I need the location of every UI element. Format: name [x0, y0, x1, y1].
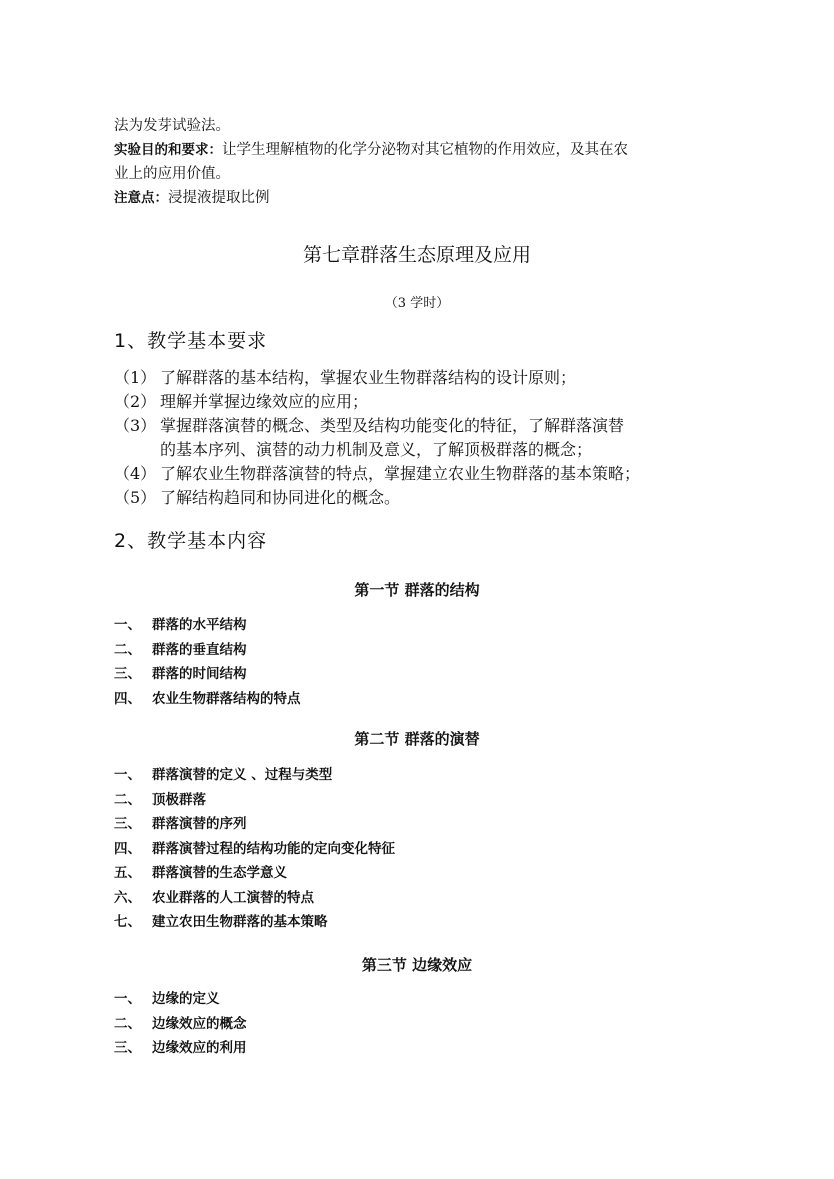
list-item: [114, 812, 395, 837]
item-text: 群落演替的生态学意义: [152, 865, 287, 881]
requirement-item: [114, 366, 734, 390]
chapter-hours: （3 学时）: [384, 296, 450, 311]
item-number: 四、: [114, 840, 141, 857]
section-title-1: 第一节 群落的结构: [354, 581, 480, 599]
item-text: 建立农田生物群落的基本策略: [152, 914, 328, 930]
requirement-text: 了解农业生物群落演替的特点，掌握建立农业生物群落的基本策略；: [160, 464, 641, 483]
item-number: 三、: [114, 1040, 141, 1056]
requirement-item: [114, 462, 734, 486]
item-text: 群落的垂直结构: [152, 641, 247, 658]
item-number: 一、: [114, 991, 141, 1007]
list-item: [114, 662, 301, 687]
heading-content: 2、教学基本内容: [114, 530, 268, 552]
list-item: [114, 788, 395, 813]
requirement-number: （5）: [114, 488, 157, 507]
item-number: 三、: [114, 666, 141, 682]
section-title-2: 第二节 群落的演替: [354, 730, 480, 748]
item-number: 三、: [114, 816, 141, 832]
item-number: 五、: [114, 865, 141, 881]
requirement-text: 了解群落的基本结构，掌握农业生物群落结构的设计原则；: [160, 368, 577, 387]
item-text: 农业群落的人工演替的特点: [152, 889, 314, 906]
requirement-number: （3）: [114, 416, 157, 435]
requirement-number: （1）: [114, 368, 157, 387]
requirement-item: [114, 390, 734, 414]
list-item: [114, 613, 301, 638]
item-text: 边缘效应的概念: [152, 1015, 247, 1032]
list-item: [114, 987, 247, 1012]
chapter-title: 第七章群落生态原理及应用: [302, 244, 531, 266]
item-number: 七、: [114, 914, 141, 930]
requirements-list: [114, 366, 734, 510]
intro-block: [114, 114, 734, 210]
note-label: 注意点：: [114, 190, 168, 206]
requirement-item: [114, 486, 734, 510]
requirement-number: （2）: [114, 392, 157, 411]
item-text: 边缘的定义: [152, 991, 220, 1007]
item-text: 群落演替的序列: [152, 816, 247, 832]
note-line: [114, 186, 734, 210]
heading-requirements: 1、教学基本要求: [114, 330, 268, 352]
requirement-number: （4）: [114, 464, 157, 483]
purpose-text: 让学生理解植物的化学分泌物对其它植物的作用效应，及其在农: [222, 142, 628, 158]
requirement-text: 了解结构趋同和协同进化的概念。: [160, 488, 401, 507]
item-text: 农业生物群落结构的特点: [152, 690, 301, 707]
list-item: [114, 1036, 247, 1061]
requirement-item: [114, 414, 734, 438]
item-number: 二、: [114, 641, 141, 658]
requirement-continued: 的基本序列、演替的动力机制及意义，了解顶极群落的概念；: [160, 440, 593, 459]
item-number: 四、: [114, 690, 141, 707]
item-text: 边缘效应的利用: [152, 1040, 247, 1056]
list-item: [114, 910, 395, 935]
item-text: 群落演替的定义 、过程与类型: [152, 767, 333, 783]
item-text: 顶极群落: [152, 791, 206, 808]
purpose-label: 实验目的和要求：: [114, 142, 222, 158]
section-title-3: 第三节 边缘效应: [361, 956, 473, 974]
list-item: [114, 638, 301, 663]
list-item: [114, 687, 301, 712]
note-text: 浸提液提取比例: [168, 190, 270, 206]
requirement-text: 掌握群落演替的概念、类型及结构功能变化的特征，了解群落演替: [160, 416, 625, 435]
item-text: 群落演替过程的结构功能的定向变化特征: [152, 840, 395, 857]
list-item: [114, 886, 395, 911]
item-number: 六、: [114, 889, 141, 906]
item-number: 一、: [114, 617, 141, 633]
item-number: 二、: [114, 1015, 141, 1032]
section-1-list: [114, 613, 301, 711]
list-item: [114, 763, 395, 788]
item-number: 二、: [114, 791, 141, 808]
intro-line-1: 法为发芽试验法。: [114, 118, 230, 134]
section-3-list: [114, 987, 247, 1061]
item-text: 群落的水平结构: [152, 617, 247, 633]
section-2-list: [114, 763, 395, 935]
list-item: [114, 861, 395, 886]
purpose-continued: 业上的应用价值。: [114, 166, 230, 182]
list-item: [114, 837, 395, 862]
list-item: [114, 1012, 247, 1037]
purpose-line: [114, 138, 734, 162]
item-text: 群落的时间结构: [152, 666, 247, 682]
item-number: 一、: [114, 767, 141, 783]
requirement-text: 理解并掌握边缘效应的应用；: [160, 392, 369, 411]
